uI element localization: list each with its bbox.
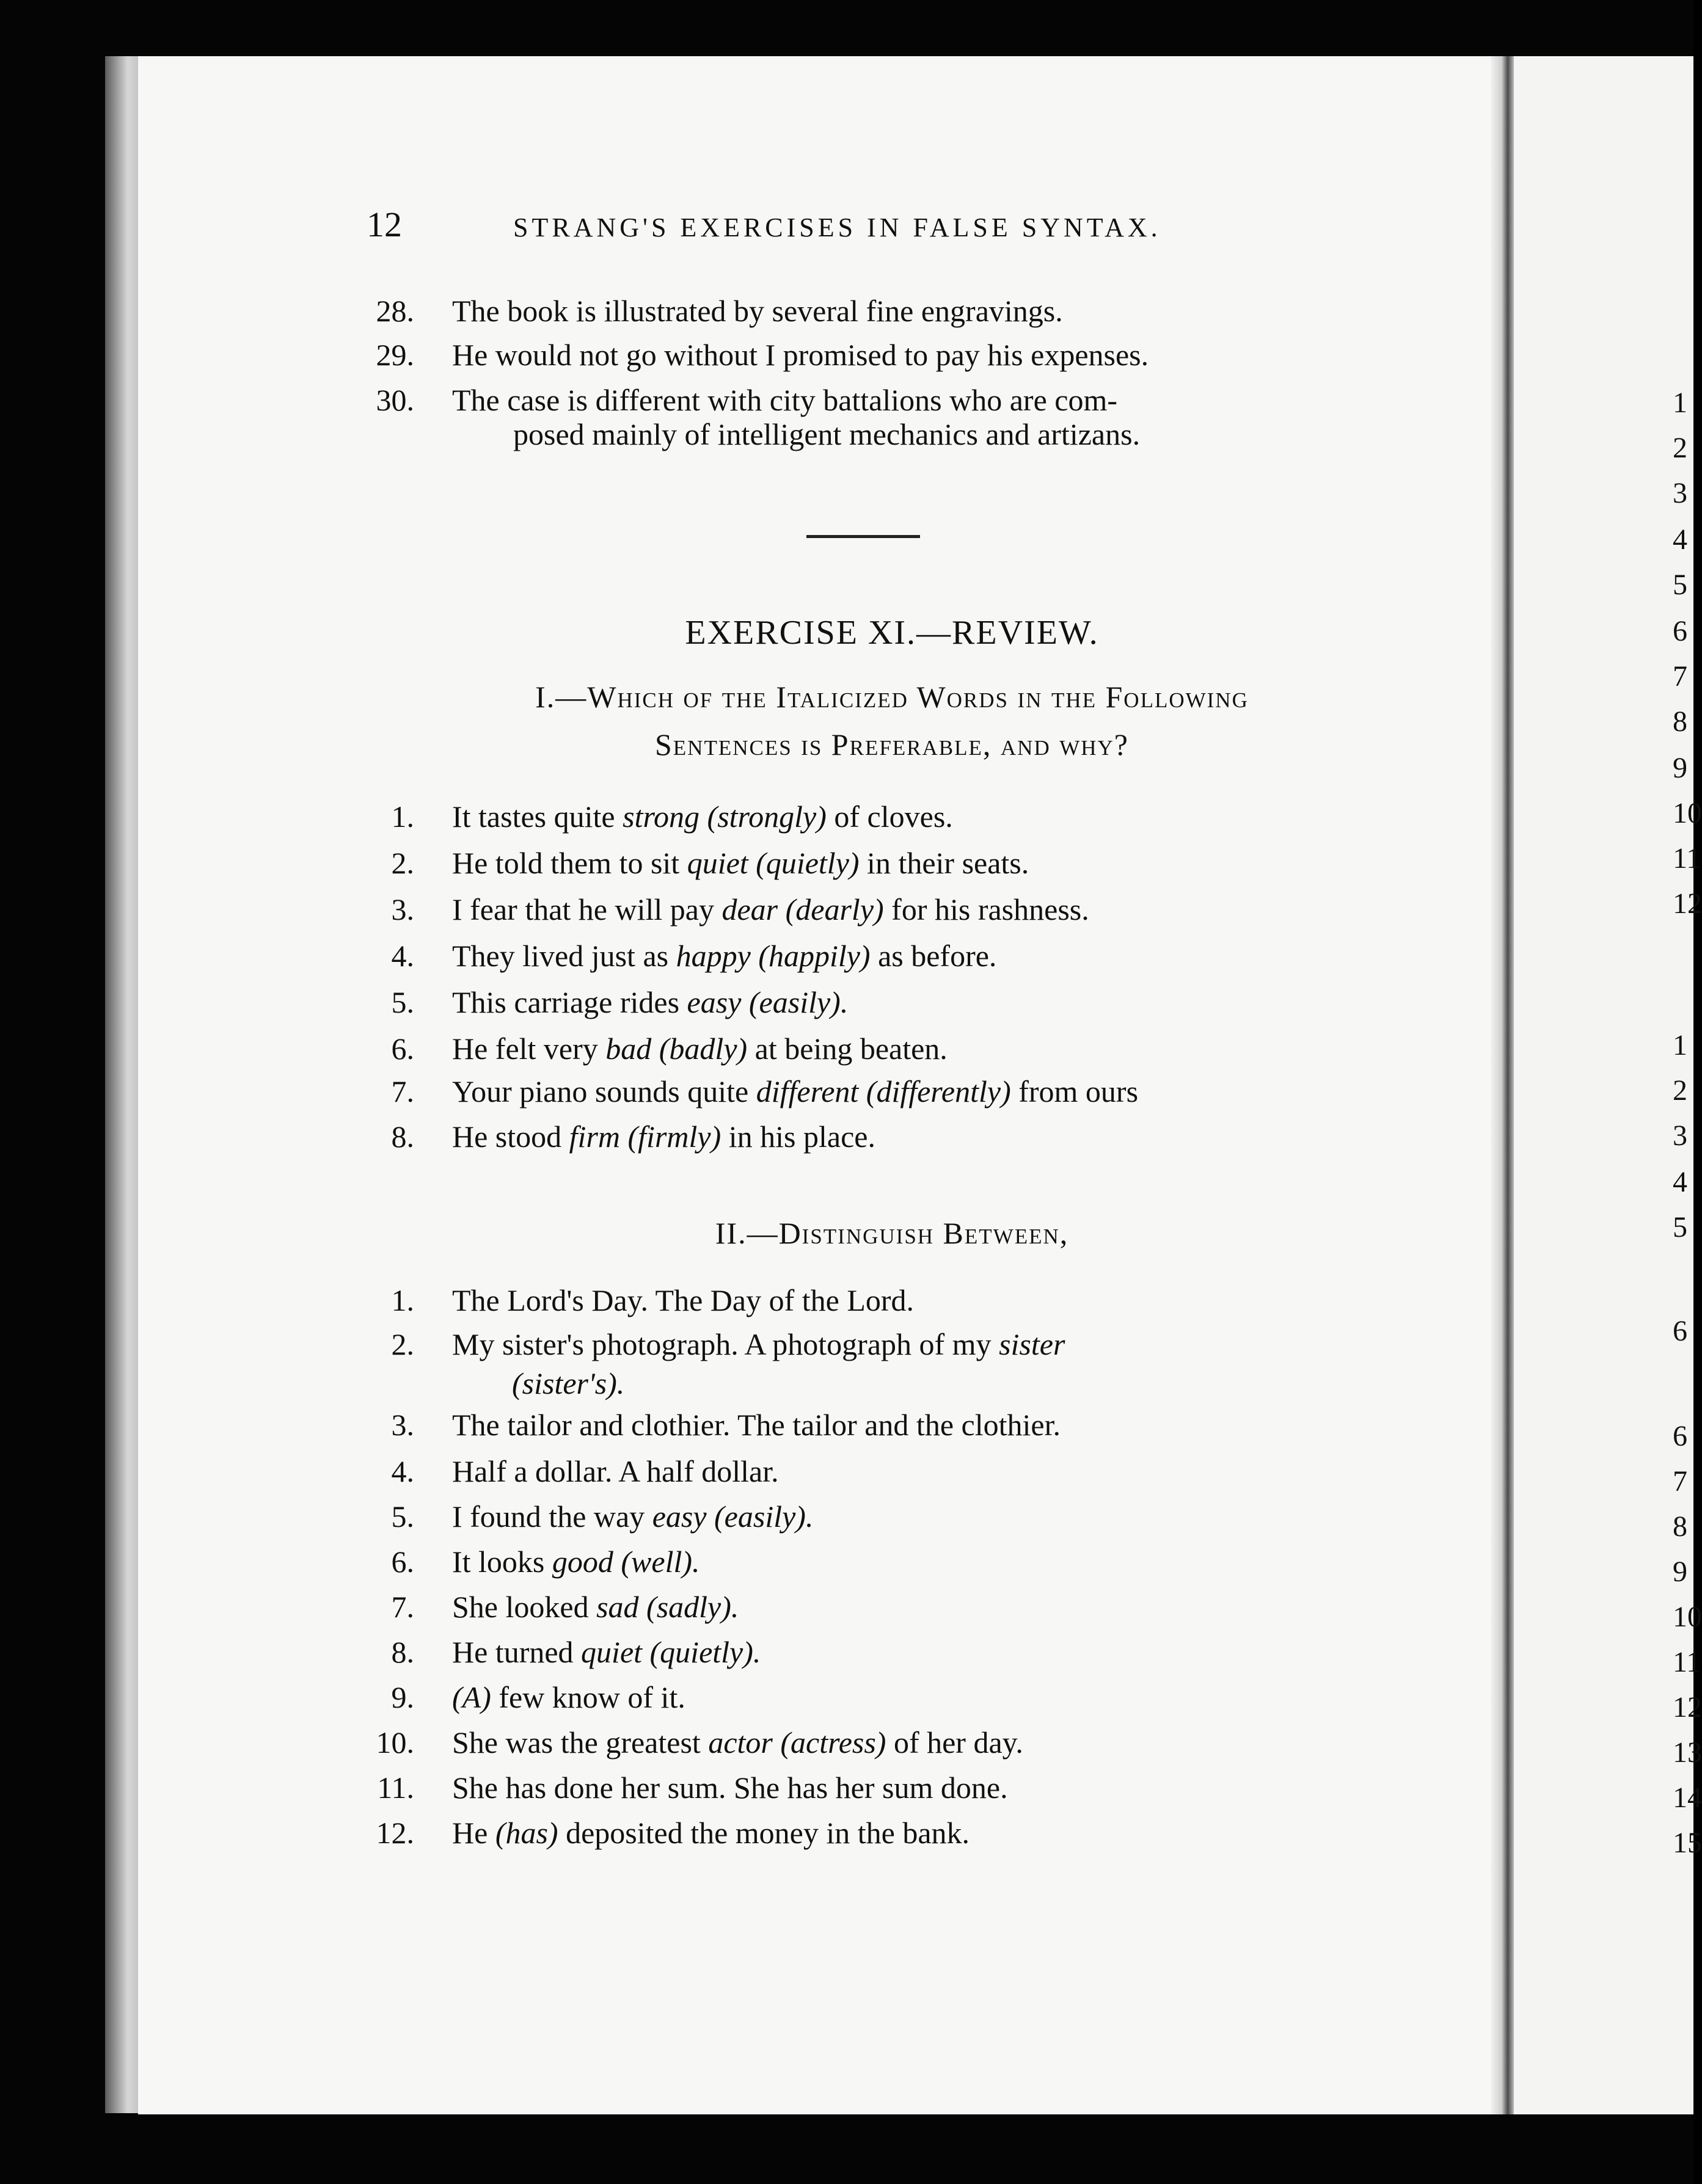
part1-heading-line1: I.—Which of the Italicized Words in the Following — [535, 680, 1249, 714]
item-number: 2. — [391, 1327, 414, 1361]
item-text: He felt very bad (badly) at being beaten. — [452, 1032, 948, 1066]
running-title: STRANG'S EXERCISES IN FALSE SYNTAX. — [513, 213, 1161, 242]
item-text: Your piano sounds quite different (differently) from ours — [452, 1074, 1139, 1108]
item-text: She has done her sum. She has her sum done. — [452, 1771, 1008, 1805]
item-number: 3. — [391, 892, 414, 926]
facing-page-number: 8 — [1673, 705, 1687, 738]
item-number: 4. — [391, 1454, 414, 1488]
item-number: 8. — [391, 1119, 414, 1154]
facing-page-number: 14 — [1673, 1782, 1702, 1814]
item-text: My sister's photograph. A photograph of my sister — [452, 1327, 1065, 1361]
item-continuation: posed mainly of intelligent mechanics and artizans. — [513, 417, 1141, 451]
item-number: 5. — [391, 1499, 414, 1534]
item-number: 10. — [376, 1725, 414, 1760]
item-number: 8. — [391, 1635, 414, 1669]
section-divider — [806, 535, 920, 538]
item-text: Half a dollar. A half dollar. — [452, 1454, 779, 1488]
facing-page-number: 3 — [1673, 477, 1687, 509]
item-text: The case is different with city battalions who are com- — [452, 383, 1117, 417]
facing-page-number: 13 — [1673, 1736, 1702, 1769]
facing-page-number: 4 — [1673, 523, 1687, 556]
item-text: He told them to sit quiet (quietly) in their seats. — [452, 846, 1029, 880]
facing-page-number: 2 — [1673, 432, 1687, 464]
item-number: 6. — [391, 1032, 414, 1066]
facing-page-number: 5 — [1673, 569, 1687, 601]
part2-heading: II.—Distinguish Between, — [715, 1216, 1069, 1250]
item-number: 30. — [376, 383, 414, 417]
item-number: 1. — [391, 799, 414, 834]
part1-heading-line2: Sentences is Preferable, and why? — [654, 727, 1129, 762]
item-continuation: (sister's). — [512, 1366, 625, 1400]
item-text: He stood firm (firmly) in his place. — [452, 1119, 875, 1154]
facing-page-number: 12 — [1673, 1691, 1702, 1724]
facing-page-number: 9 — [1673, 752, 1687, 784]
item-text: I found the way easy (easily). — [452, 1499, 814, 1534]
item-text: I fear that he will pay dear (dearly) for his rashness. — [452, 892, 1089, 926]
item-number: 4. — [391, 939, 414, 973]
item-text: They lived just as happy (happily) as before. — [452, 939, 997, 973]
facing-page-number: 10 — [1673, 797, 1702, 829]
item-number: 29. — [376, 338, 414, 372]
book-gutter — [1491, 56, 1515, 2114]
facing-page-number: 7 — [1673, 1465, 1687, 1498]
facing-page-number: 4 — [1673, 1166, 1687, 1198]
item-number: 3. — [391, 1408, 414, 1442]
item-number: 9. — [391, 1680, 414, 1714]
facing-page-number: 3 — [1673, 1119, 1687, 1152]
facing-page-number: 1 — [1673, 1029, 1687, 1061]
running-head — [367, 204, 1417, 245]
item-number: 7. — [391, 1590, 414, 1624]
item-text: He turned quiet (quietly). — [452, 1635, 761, 1669]
item-text: She was the greatest actor (actress) of her day. — [452, 1725, 1023, 1760]
page-edge — [105, 56, 143, 2113]
facing-page-number: 5 — [1673, 1211, 1687, 1243]
item-number: 28. — [376, 294, 414, 328]
facing-page-number: 1 — [1673, 387, 1687, 419]
item-number: 6. — [391, 1545, 414, 1579]
facing-page-number: 11 — [1673, 842, 1701, 875]
item-text: He would not go without I promised to pay his expenses. — [452, 338, 1149, 372]
item-text: She looked sad (sadly). — [452, 1590, 739, 1624]
item-text: It looks good (well). — [452, 1545, 700, 1579]
item-number: 7. — [391, 1074, 414, 1108]
item-text: This carriage rides easy (easily). — [452, 985, 849, 1019]
facing-page — [1514, 56, 1702, 2114]
facing-page-number: 10 — [1673, 1601, 1702, 1633]
facing-page-number: 9 — [1673, 1556, 1687, 1588]
facing-page-number: 15 — [1673, 1827, 1702, 1859]
item-text: The Lord's Day. The Day of the Lord. — [452, 1283, 915, 1317]
item-number: 11. — [377, 1771, 414, 1805]
exercise-title: EXERCISE XI.—REVIEW. — [685, 614, 1099, 652]
item-number: 5. — [391, 985, 414, 1019]
item-number: 1. — [391, 1283, 414, 1317]
facing-page-number: 7 — [1673, 660, 1687, 693]
facing-page-number: 6 — [1673, 1420, 1687, 1452]
item-text: It tastes quite strong (strongly) of cloves. — [452, 799, 953, 834]
item-text: The tailor and clothier. The tailor and the clothier. — [452, 1408, 1061, 1442]
item-number: 12. — [376, 1816, 414, 1850]
page-number: 12 — [367, 205, 402, 244]
facing-page-number: 12 — [1673, 887, 1702, 920]
item-text: The book is illustrated by several fine engravings. — [452, 294, 1063, 328]
facing-page-number: 6 — [1673, 1315, 1687, 1347]
item-number: 2. — [391, 846, 414, 880]
item-text: (A) few know of it. — [452, 1680, 685, 1714]
facing-page-number: 8 — [1673, 1510, 1687, 1543]
facing-page-number: 11 — [1673, 1646, 1701, 1678]
facing-page-number: 6 — [1673, 615, 1687, 647]
facing-page-number: 2 — [1673, 1074, 1687, 1107]
item-text: He (has) deposited the money in the bank. — [452, 1816, 970, 1850]
